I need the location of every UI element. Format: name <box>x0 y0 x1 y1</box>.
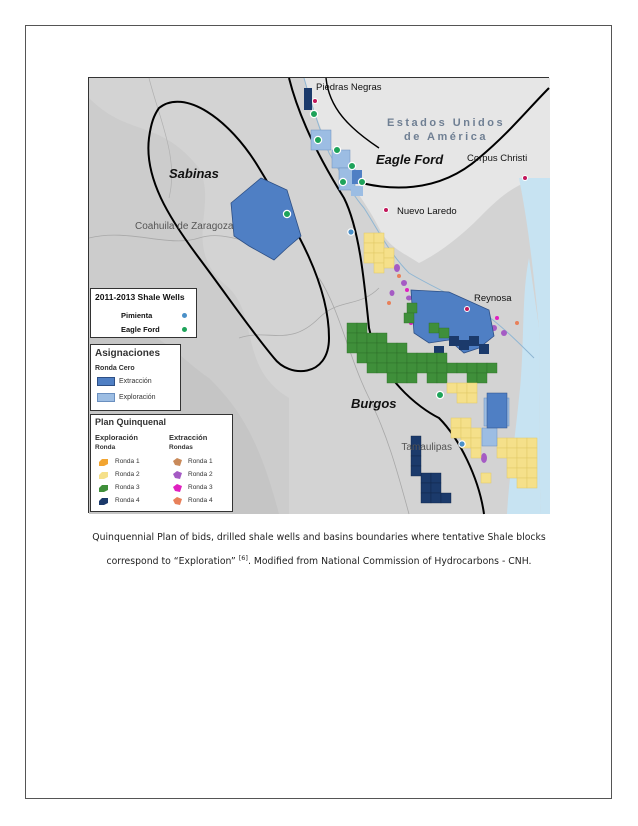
legend-extr-ronda3-icon <box>173 484 182 492</box>
legend-extr-ronda1-label: Ronda 1 <box>188 458 213 465</box>
legend-expl-ronda3-icon <box>99 484 108 492</box>
map-figure <box>88 77 549 513</box>
block-pn <box>304 88 312 110</box>
legend-expl-ronda1-label: Ronda 1 <box>115 458 140 465</box>
country-line-2: de América <box>404 131 488 143</box>
legend-expl-ronda1-icon <box>99 458 108 466</box>
country-line-1: Estados Unidos <box>386 117 506 129</box>
caption-reference: [6] <box>238 554 248 562</box>
legend-plan-quinquenal <box>90 414 233 512</box>
legend-extr-ronda2-label: Ronda 2 <box>188 471 213 478</box>
legend-wells-pimienta: Pimienta <box>121 311 153 320</box>
legend-extr-ronda2-icon <box>173 471 182 479</box>
legend-expl-ronda2-label: Ronda 2 <box>115 471 140 478</box>
city-label-nuevo-laredo: Nuevo Laredo <box>397 206 457 217</box>
caption-line-2b: . Modified from National Commission of Hydrocarbons - CNH. <box>247 556 532 568</box>
legend-extraccion-swatch <box>97 377 115 386</box>
region-tamaulipas: Tamaulipas <box>401 442 452 453</box>
legend-shale-wells <box>90 288 197 338</box>
legend-expl-ronda2-icon <box>99 471 108 479</box>
legend-plan-exploracion-sub: Ronda <box>95 444 116 451</box>
legend-wells-title: 2011-2013 Shale Wells <box>95 292 185 302</box>
legend-expl-ronda3-label: Ronda 3 <box>115 484 140 491</box>
legend-extr-ronda4-label: Ronda 4 <box>188 497 213 504</box>
legend-plan-extraccion-sub: Rondas <box>169 444 193 451</box>
caption-line-2a: correspond to “Exploration” <box>106 556 239 568</box>
basin-label-burgos: Burgos <box>351 396 397 411</box>
legend-extr-ronda3-label: Ronda 3 <box>188 484 213 491</box>
legend-expl-ronda4-label: Ronda 4 <box>115 497 140 504</box>
legend-wells-pimienta-dot <box>182 313 187 318</box>
legend-expl-ronda4-icon <box>99 497 108 505</box>
legend-plan-exploracion-head: Exploración <box>95 433 138 442</box>
caption-line-2 <box>88 548 550 572</box>
figure-caption <box>88 527 550 572</box>
legend-exploracion-label: Exploración <box>119 394 156 401</box>
legend-wells-eagleford: Eagle Ford <box>121 325 160 334</box>
caption-line-1: Quinquennial Plan of bids, drilled shale wells and basins boundaries where tentative Shale blocks <box>92 532 546 543</box>
city-label-reynosa: Reynosa <box>474 293 512 304</box>
legend-exploracion-swatch <box>97 393 115 402</box>
legend-wells-eagleford-dot <box>182 327 187 332</box>
legend-extr-ronda1-icon <box>173 458 182 466</box>
region-coahuila: Coahuila de Zaragoza <box>135 221 234 232</box>
legend-plan-title: Plan Quinquenal <box>95 417 167 427</box>
city-label-piedras-negras: Piedras Negras <box>316 82 382 93</box>
city-label-corpus-christi: Corpus Christi <box>467 153 528 164</box>
legend-asignaciones-title: Asignaciones <box>95 348 161 359</box>
legend-asignaciones-subtitle: Ronda Cero <box>95 365 135 372</box>
legend-extr-ronda4-icon <box>173 497 182 505</box>
country-label-usa <box>381 116 511 144</box>
legend-asignaciones <box>90 344 181 411</box>
basin-label-sabinas: Sabinas <box>169 166 219 181</box>
basin-label-eagle-ford: Eagle Ford <box>376 152 444 167</box>
legend-plan-extraccion-head: Extracción <box>169 433 208 442</box>
legend-extraccion-label: Extracción <box>119 378 152 385</box>
